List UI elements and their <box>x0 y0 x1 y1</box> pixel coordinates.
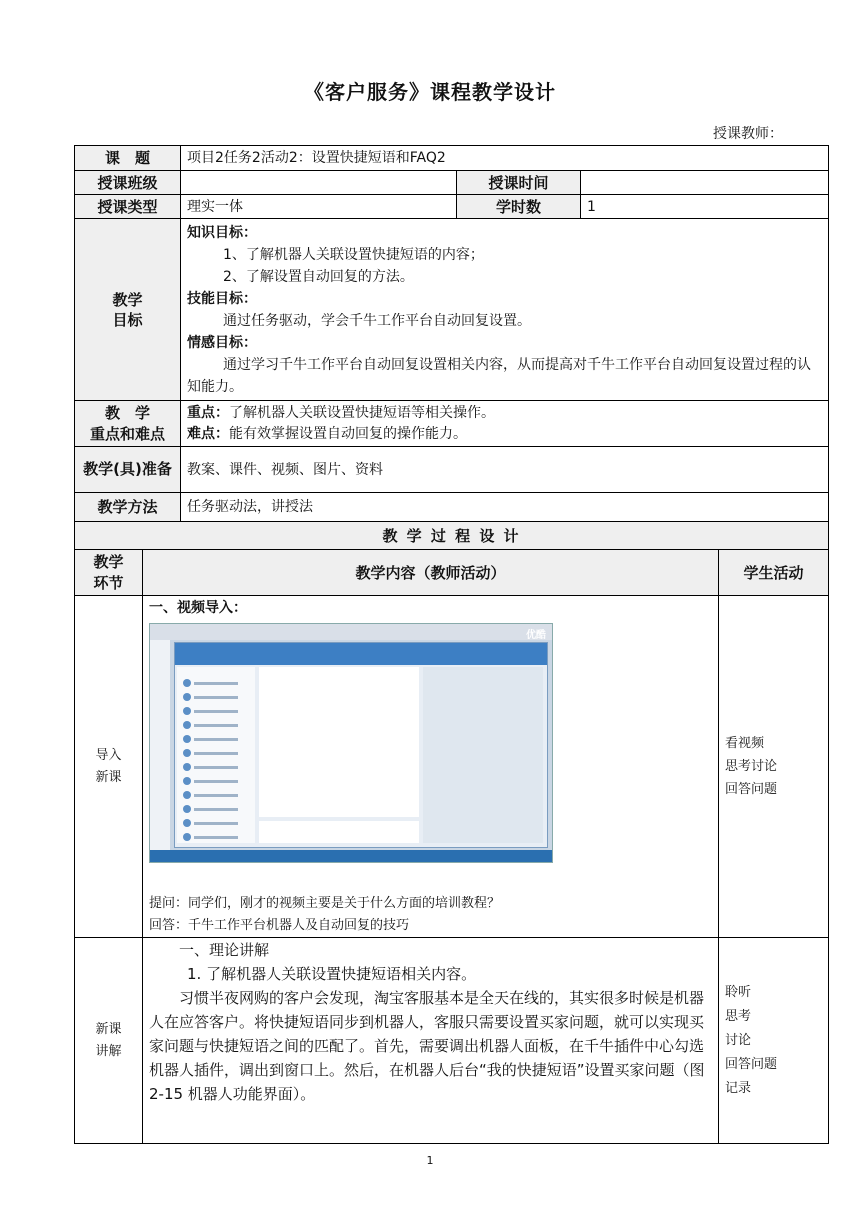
difficult-text: 能有效掌握设置自动回复的操作能力。 <box>229 425 468 442</box>
stage2-activity-1: 聆听 <box>725 984 752 1000</box>
stage1-activity-1: 看视频 <box>725 736 765 751</box>
knowledge-heading: 知识目标： <box>187 224 258 241</box>
goals-content <box>181 219 829 401</box>
goals-row <box>75 219 829 401</box>
col-content: 教学内容（教师活动） <box>143 550 719 596</box>
emotion-heading: 情感目标： <box>187 334 258 351</box>
process-header: 教 学 过 程 设 计 <box>75 522 829 550</box>
type-row <box>75 195 829 219</box>
topic-value: 项目2任务2活动2：设置快捷短语和FAQ2 <box>181 146 829 171</box>
col-stage <box>75 550 143 596</box>
stage2-activities <box>719 938 829 1144</box>
screenshot-brand: 优酷 <box>526 630 546 641</box>
stage1-activity-3: 回答问题 <box>725 782 778 797</box>
screenshot-chat-window <box>174 642 548 848</box>
type-label: 授课类型 <box>75 195 181 219</box>
goals-label <box>75 219 181 401</box>
stage1-answer: 回答：千牛工作平台机器人及自动回复的技巧 <box>149 918 410 933</box>
method-value: 任务驱动法，讲授法 <box>181 493 829 522</box>
stage1-content <box>143 596 719 938</box>
video-screenshot <box>149 623 553 863</box>
screenshot-chat-header <box>175 643 547 665</box>
key-point <box>187 403 822 424</box>
stage1-row <box>75 596 829 938</box>
keypoints-label <box>75 401 181 447</box>
method-label: 教学方法 <box>75 493 181 522</box>
difficult-heading: 难点： <box>187 425 230 442</box>
stage1-activities <box>719 596 829 938</box>
keypoints-label-line1: 教 学 <box>105 403 151 422</box>
keypoints-content <box>181 401 829 447</box>
screenshot-app-sidebar <box>150 640 170 850</box>
key-text: 了解机器人关联设置快捷短语等相关操作。 <box>229 404 496 421</box>
difficult-point <box>187 424 822 445</box>
process-columns-row <box>75 550 829 596</box>
stage2-activity-5: 记录 <box>725 1080 752 1096</box>
screenshot-robot-panel <box>423 667 543 843</box>
col-stage-line1: 教学 <box>93 552 124 571</box>
time-value <box>581 171 829 195</box>
topic-label: 课 题 <box>75 146 181 171</box>
screenshot-contact-list <box>177 667 255 843</box>
stage1-activity-2: 思考讨论 <box>725 759 778 774</box>
page-number: 1 <box>426 1154 434 1167</box>
stage1-name-line1: 导入 <box>95 747 122 763</box>
stage2-activity-3: 讨论 <box>725 1032 752 1048</box>
teacher-label: 授课教师： <box>713 126 783 142</box>
keypoints-label-line2: 重点和难点 <box>90 424 166 443</box>
type-value: 理实一体 <box>181 195 457 219</box>
lesson-plan-table <box>74 145 829 1144</box>
keypoints-row <box>75 401 829 447</box>
screenshot-input-area <box>259 821 419 843</box>
stage2-name-line1: 新课 <box>95 1021 122 1037</box>
stage2-activity-2: 思考 <box>725 1008 752 1024</box>
stage2-row <box>75 938 829 1144</box>
time-label: 授课时间 <box>457 171 581 195</box>
col-stage-line2: 环节 <box>93 573 124 592</box>
key-heading: 重点： <box>187 404 230 421</box>
stage2-name-line2: 讲解 <box>95 1043 122 1059</box>
emotion-item-1: 通过学习千牛工作平台自动回复设置相关内容，从而提高对千牛工作平台自动回复设置过程的认知能力。 <box>187 356 812 395</box>
document-title: 《客户服务》课程教学设计 <box>304 80 556 104</box>
stage1-name-line2: 新课 <box>95 769 122 785</box>
goals-label-line1: 教学 <box>112 290 143 309</box>
hours-value: 1 <box>581 195 829 219</box>
hours-label: 学时数 <box>457 195 581 219</box>
stage2-content <box>143 938 719 1144</box>
class-value <box>181 171 457 195</box>
screenshot-topbar <box>150 624 552 640</box>
goals-label-line2: 目标 <box>112 310 143 329</box>
process-header-row <box>75 522 829 550</box>
screenshot-taskbar <box>150 850 552 862</box>
skill-item-1: 通过任务驱动，学会千牛工作平台自动回复设置。 <box>223 312 532 329</box>
stage2-subheading: 1. 了解机器人关联设置快捷短语相关内容。 <box>187 965 477 983</box>
prep-value: 教案、课件、视频、图片、资料 <box>181 447 829 493</box>
screenshot-message-area <box>259 667 419 817</box>
knowledge-item-2: 2、了解设置自动回复的方法。 <box>223 268 414 285</box>
prep-row <box>75 447 829 493</box>
stage1-name <box>75 596 143 938</box>
skill-heading: 技能目标： <box>187 290 258 307</box>
method-row <box>75 493 829 522</box>
col-student: 学生活动 <box>719 550 829 596</box>
stage2-paragraph: 习惯半夜网购的客户会发现，淘宝客服基本是全天在线的，其实很多时候是机器人在应答客户。将快捷短语同步到机器人，客服只需要设置买家问题，就可以实现买家问题与快捷短语之间的匹配了。首先，需要调出机器人面板，在千牛插件中心勾选机器人插件，调出到窗口上。然后，在机器人后台“我的快捷短语”设置买家问题（图2-15 机器人功能界面）。 <box>149 989 705 1103</box>
stage1-heading: 一、视频导入： <box>149 600 247 616</box>
stage2-heading: 一、理论讲解 <box>179 941 270 959</box>
class-label: 授课班级 <box>75 171 181 195</box>
topic-row <box>75 146 829 171</box>
stage1-question: 提问：同学们，刚才的视频主要是关于什么方面的培训教程？ <box>149 896 501 911</box>
stage2-activity-4: 回答问题 <box>725 1056 778 1072</box>
stage2-name <box>75 938 143 1144</box>
class-row <box>75 171 829 195</box>
prep-label: 教学(具)准备 <box>75 447 181 493</box>
knowledge-item-1: 1、了解机器人关联设置快捷短语的内容； <box>223 246 484 263</box>
